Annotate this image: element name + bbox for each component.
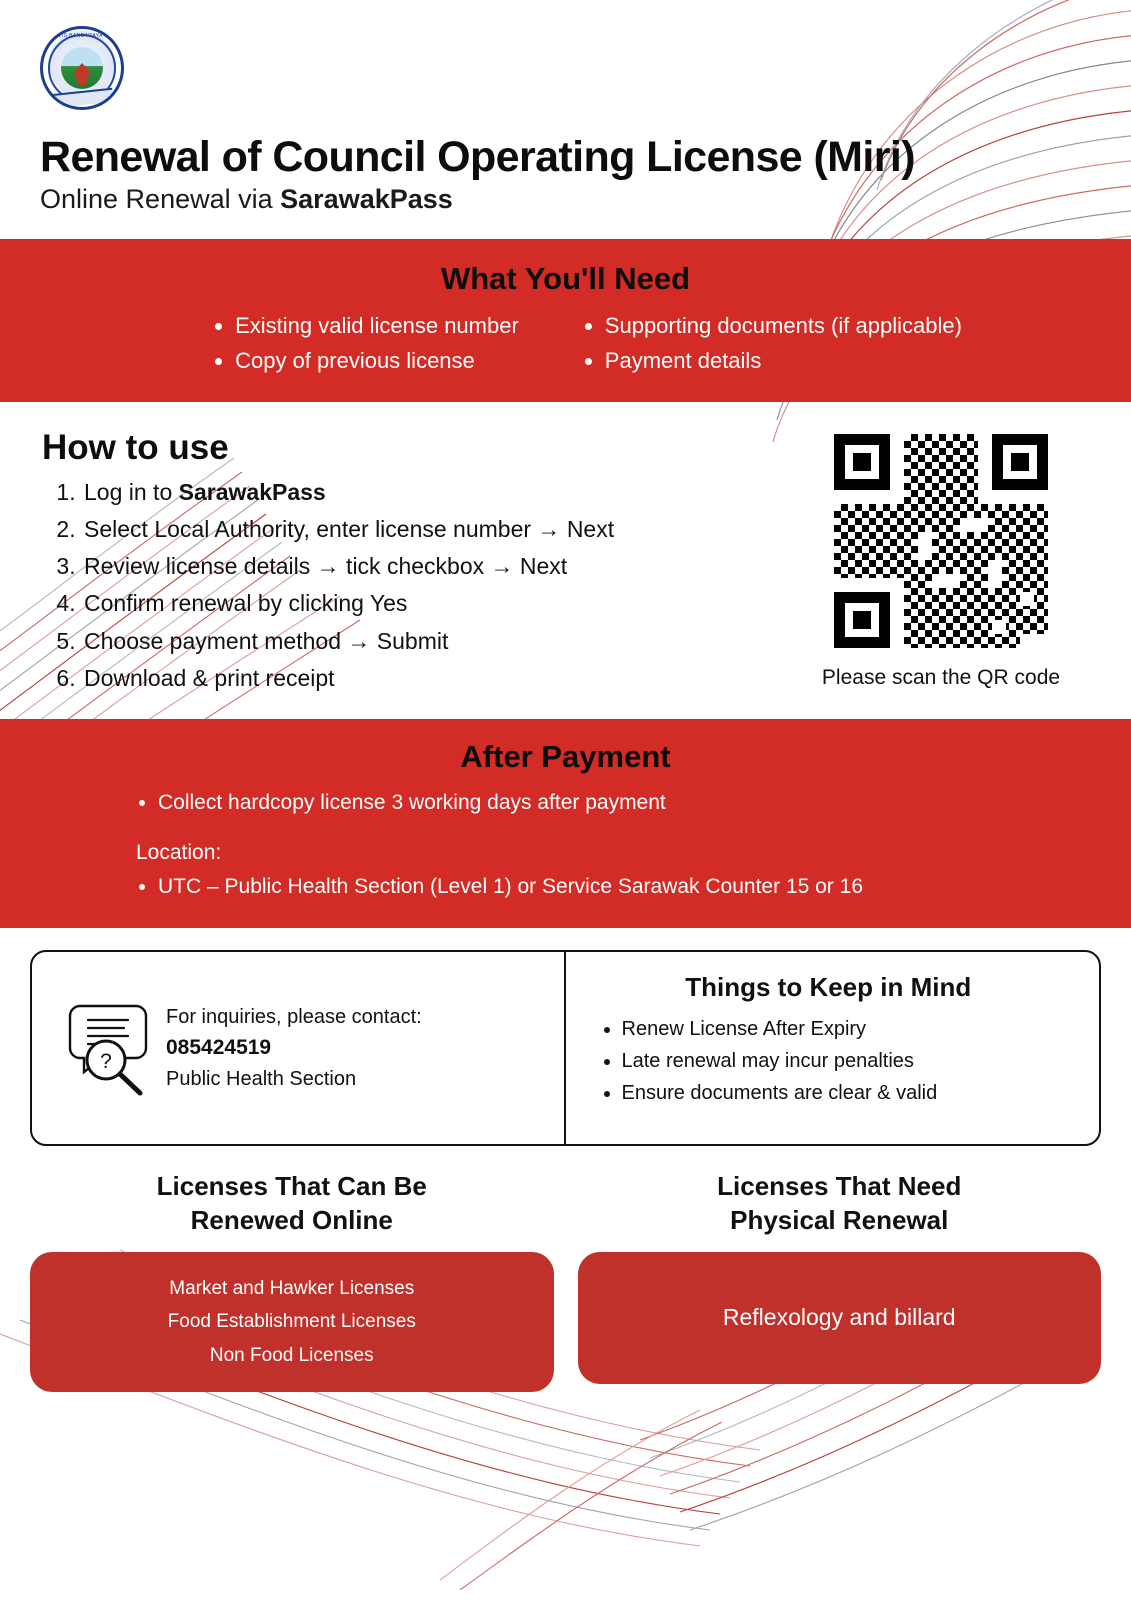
heading-line-2: Renewed Online [190,1204,393,1235]
list-item: 4. Confirm renewal by clicking Yes [82,585,771,622]
subtitle-brand: SarawakPass [280,184,453,215]
list-item: • Late renewal may incur penalties [622,1045,1076,1077]
list-item: • Existing valid license number [235,309,519,343]
page-subtitle [40,184,1091,215]
step-bold: SarawakPass [178,478,326,505]
after-payment-location-list [40,871,1091,903]
page-title: Renewal of Council Operating License (Miri) [40,133,915,181]
list-item: Reflexology and billard [722,1303,956,1330]
crest-label: MAJLIS BANDARAYA MIRI [47,33,117,39]
poster-header [0,0,1131,239]
license-comparison-row [0,1166,1131,1392]
list-item: • Copy of previous license [235,344,519,378]
list-item: 5. Choose payment method → Submit [82,623,771,660]
what-you-need-right-list [579,309,962,377]
after-payment-list [40,787,1091,819]
contact-phone[interactable]: 085424519 [166,1036,272,1060]
tips-list [582,1013,1076,1109]
qr-code-icon[interactable] [834,434,1048,648]
list-item: • UTC – Public Health Section (Level 1) or Service Sarawak Counter 15 or 16 [158,871,1091,903]
licenses-physical-heading [578,1170,1102,1238]
step-text: Log in to [84,478,179,505]
after-payment-section [0,719,1131,928]
how-to-use-steps [40,474,771,698]
magnifier-question-icon [66,1000,152,1096]
list-item: Non Food Licenses [209,1344,374,1366]
heading-line-2: Physical Renewal [730,1204,949,1235]
qr-column [791,428,1091,698]
list-item: • Ensure documents are clear & valid [622,1077,1076,1109]
heading-line-1: Licenses That Can Be [156,1171,427,1202]
svg-text:?: ? [100,1050,112,1074]
heading-line-1: Licenses That Need [717,1171,962,1202]
list-item: • Renew License After Expiry [622,1013,1076,1045]
list-item: Food Establishment Licenses [167,1311,416,1333]
list-item: 3. Review license details → tick checkbox → Next [82,548,771,585]
majlis-bandaraya-miri-crest-icon [40,26,124,110]
contact-and-tips-row [30,950,1101,1146]
licenses-online-heading [30,1170,554,1238]
contact-line-1: For inquiries, please contact: [166,1006,422,1029]
licenses-physical-column [578,1166,1102,1392]
what-you-need-section [0,239,1131,401]
list-item: 2. Select Local Authority, enter license number → Next [82,511,771,548]
how-to-use-heading: How to use [42,427,229,467]
tips-heading: Things to Keep in Mind [685,972,972,1003]
licenses-online-card [30,1252,554,1392]
list-item: 6. Download & print receipt [82,660,771,697]
list-item: Market and Hawker Licenses [169,1277,415,1299]
list-item: • Collect hardcopy license 3 working days after payment [158,787,1091,819]
licenses-physical-card [578,1252,1102,1384]
how-to-use-section [0,402,1131,720]
location-label: Location: [136,840,222,864]
list-item: • Payment details [605,344,962,378]
subtitle-prefix: Online Renewal via [40,184,281,215]
after-payment-heading: After Payment [460,739,671,775]
contact-department: Public Health Section [166,1067,357,1090]
what-you-need-left-list [209,309,519,377]
licenses-online-column [30,1166,554,1392]
contact-box [32,952,566,1144]
contact-text [166,1002,422,1094]
list-item: • Supporting documents (if applicable) [605,309,962,343]
tips-box [566,952,1100,1144]
qr-caption: Please scan the QR code [821,665,1061,689]
list-item [82,474,771,511]
what-you-need-heading: What You'll Need [440,261,691,297]
